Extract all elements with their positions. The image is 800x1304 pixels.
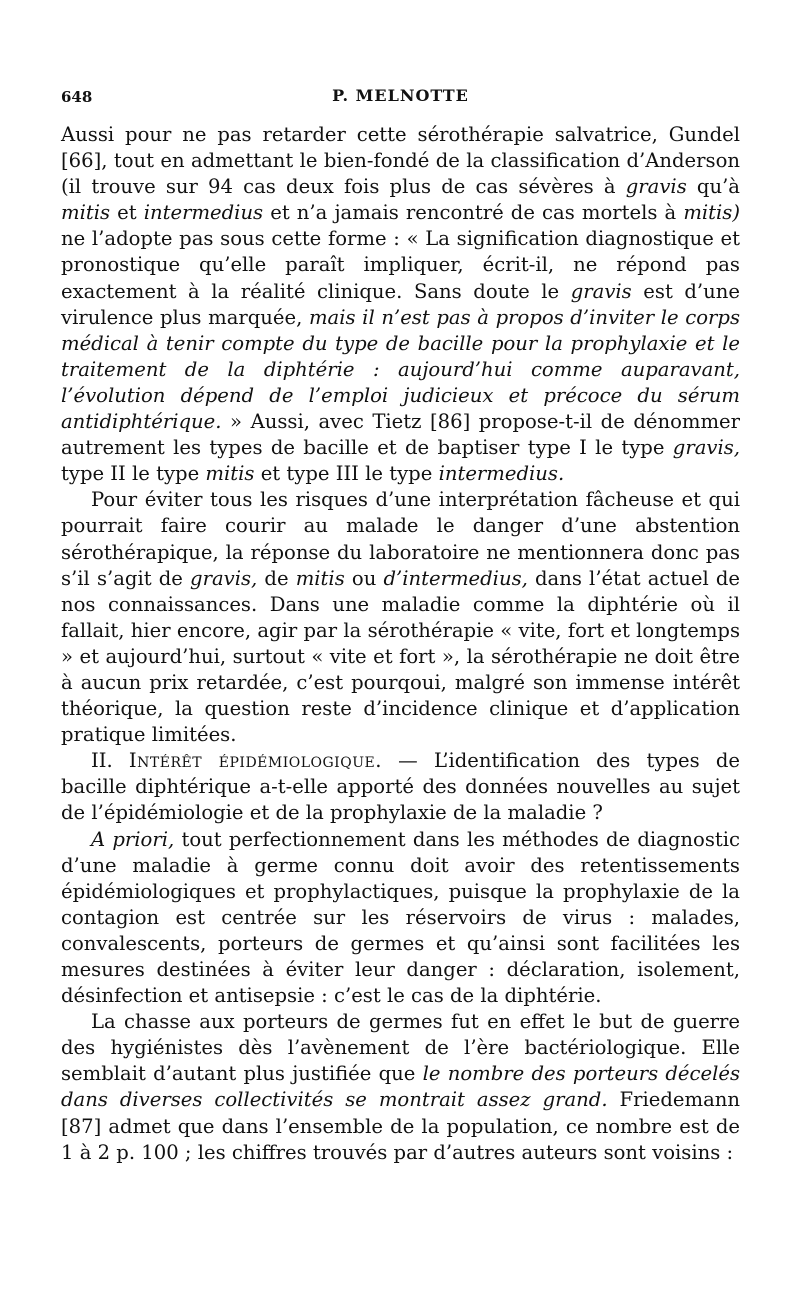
text-run: Aussi pour ne pas retarder cette sérothérapie salvatrice, Gundel [66], tout en admettant le bien-fondé de la classification d’Anderson (il trouve sur 94 cas deux fois plus de cas sévères à	[61, 123, 740, 199]
text-run: tout perfectionnement dans les méthodes de diagnostic d’une maladie à germe connu doit avoir des retentissements épidémiologiques et prophylactiques, puisque la prophylaxie de la contagion est centrée sur les réservoirs de virus : malades, convalescents, porteurs de germes et qu’ainsi sont facilitées les mesures destinées à éviter leur danger : déclaration, isolement, désinfection et antisepsie : c’est le cas de la diphtérie.	[61, 827, 740, 1008]
running-header	[61, 84, 740, 114]
italic-text: gravis,	[190, 566, 258, 590]
text-run: La chasse aux porteurs de germes fut en effet le but de guerre des hygiénistes dès l’avènement de l’ère bactériologique. Elle semblait d’autant plus justifiée que	[61, 1010, 740, 1086]
italic-text: gravis,	[672, 436, 740, 460]
body-text	[61, 122, 740, 1166]
paragraph	[61, 827, 740, 1010]
text-run: ne l’adopte pas sous cette forme : « La signification diagnostique et pronostique qu’elle paraît impliquer, écrit-il, ne répond pas exactement à la réalité clinique. Sans doute le	[61, 227, 740, 303]
text-run: de	[257, 566, 296, 590]
italic-text: mais il n’est pas à propos d’inviter le corps médical à tenir compte du type de bacille pour la prophylaxie et le traitement de la diphtérie : aujourd’hui comme auparavant, l’évolution dépend de l’emploi judicieux et précoce du sérum antidiphtérique.	[61, 305, 740, 434]
text-run: et	[110, 201, 144, 225]
text-run: et n’a jamais rencontré de cas mortels à	[263, 201, 684, 225]
italic-text: mitis	[295, 566, 345, 590]
italic-text: intermedius	[143, 201, 264, 225]
page-number: 648	[61, 88, 93, 106]
italic-text: mitis)	[683, 201, 740, 225]
section-heading: Intérêt épidémiologique.	[128, 749, 382, 773]
text-run: II.	[91, 749, 129, 773]
text-run: et type III le type	[254, 462, 439, 486]
text-run: dans l’état actuel de nos connaissances. Dans une maladie comme la diphtérie où il fallait, hier encore, agir par la sérothérapie « vite, fort et longtemps » et aujourd’hui, surtout « vite et fort », la sérothérapie ne doit être à aucun prix retardée, c’est pourqoui, malgré son immense intérêt théorique, la question reste d’incidence clinique et d’application pratique limitées.	[61, 566, 741, 747]
section-heading-paragraph	[61, 748, 740, 826]
document-page	[61, 84, 740, 1166]
text-run: » Aussi, avec Tietz [86] propose-t-il de dénommer autrement les types de bacille et de baptiser type I le type	[61, 410, 740, 460]
italic-text: intermedius.	[438, 462, 565, 486]
italic-text: gravis	[625, 175, 687, 199]
paragraph	[61, 487, 740, 748]
text-run: — L’identification des types de bacille diphtérique a-t-elle apporté des données nouvelles au sujet de l’épidémiologie et de la prophylaxie de la maladie ?	[61, 749, 741, 825]
italic-text: A priori,	[91, 827, 175, 851]
text-run: qu’à	[686, 175, 740, 199]
italic-text: d’intermedius,	[383, 566, 528, 590]
text-run: est d’une virulence plus marquée,	[61, 279, 740, 329]
text-run: Friedemann [87] admet que dans l’ensemble de la population, ce nombre est de 1 à 2 p. 100 ; les chiffres trouvés par d’autres auteurs sont voisins :	[61, 1088, 740, 1164]
italic-text: mitis	[205, 462, 255, 486]
text-run: type II le type	[61, 462, 206, 486]
paragraph	[61, 122, 740, 487]
text-run: Pour éviter tous les risques d’une interprétation fâcheuse et qui pourrait faire courir au malade le danger d’une abstention sérothérapique, la réponse du laboratoire ne mentionnera donc pas s’il s’agit de	[61, 488, 740, 590]
paragraph	[61, 1009, 740, 1166]
italic-text: mitis	[61, 201, 111, 225]
italic-text: gravis	[570, 279, 632, 303]
text-run: ou	[344, 566, 384, 590]
italic-text: le nombre des porteurs décelés dans diverses collectivités se montrait assez grand.	[61, 1062, 741, 1112]
running-title-author: P. MELNOTTE	[332, 86, 469, 105]
